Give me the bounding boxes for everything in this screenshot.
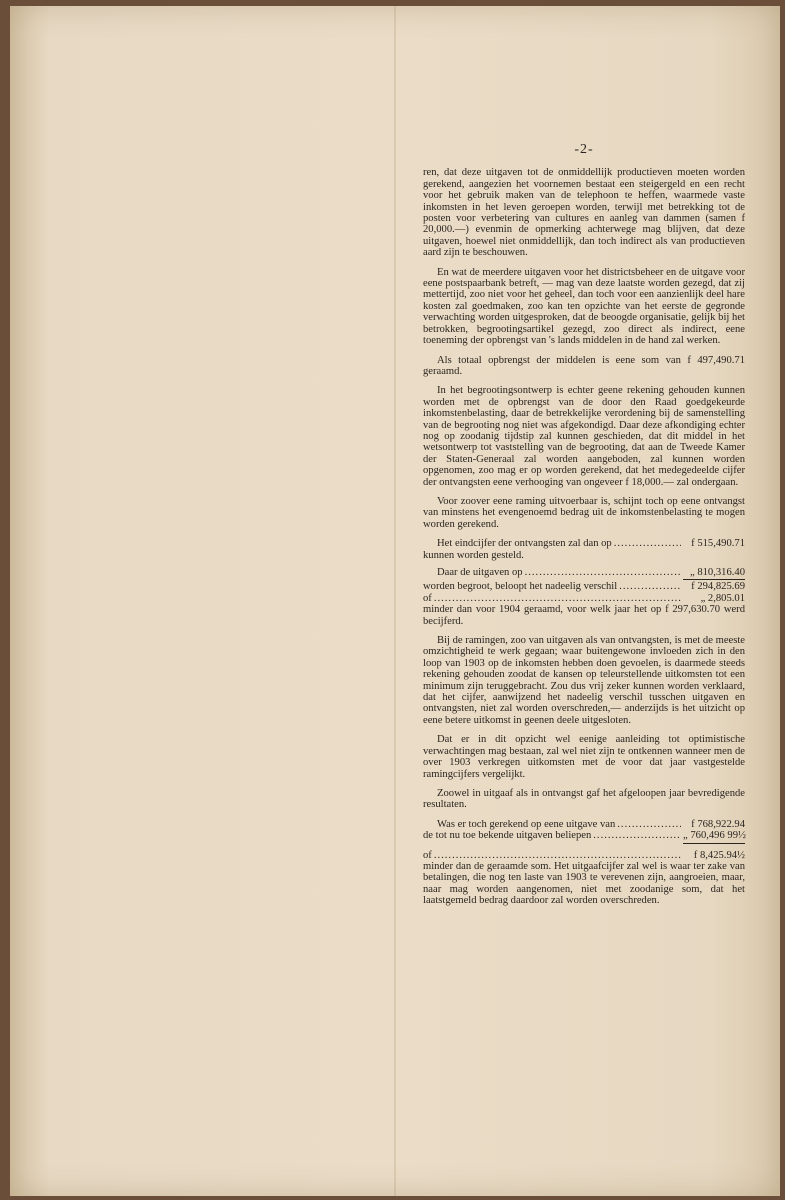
paragraph: Zoowel in uitgaaf als in ontvangst gaf het afgeloopen jaar bevredigende resultaten. [423, 787, 745, 811]
calc-value: f 515,490.71 [691, 538, 745, 550]
calculation-block-1 [423, 538, 745, 627]
calc-label: Was er toch gerekend op eene uitgave van [437, 818, 616, 830]
dot-leader [614, 538, 681, 549]
calc-label: de tot nu toe bekende uitgaven beliepen [423, 830, 592, 842]
text-column [423, 144, 745, 915]
calc-value: „ 2,805.01 [700, 592, 745, 604]
dot-leader [434, 850, 681, 861]
paragraph: In het begrootingsontwerp is echter geene rekening gehouden kunnen worden met de opbrengst van de door den Raad goedgekeurde inkomstenbelasting, daar de betrekkelijke verordening bij de samenstelling van de begrooting nog niet was afgekondigd. Daar deze afkondiging echter nog op zoodanig tijdstip zal kunnen geschieden, dat dit middel in het wetsontwerp tot vaststelling van de begrooting, dat aan de Tweede Kamer der Staten-Generaal zal worden aangeboden, zal kunnen worden opgenomen, zoo mag er op worden gerekend, dat het medegedeelde cijfer der ontvangsten eene verhooging van ongeveer f 18,000.— zal ondergaan. [423, 385, 745, 488]
page-fold [394, 6, 396, 1196]
calc-value: f 8,425.94½ [693, 849, 745, 861]
dot-leader [434, 593, 681, 604]
dot-leader [525, 567, 681, 578]
calc-label: Daar de uitgaven op [437, 567, 523, 578]
calc-value: „ 810,316.40 [689, 567, 745, 578]
calc-row [423, 593, 745, 604]
document-page [10, 6, 780, 1196]
paragraph: Bij de ramingen, zoo van uitgaven als van ontvangsten, is met de meeste omzichtigheid te werk gegaan; waar buitengewone invloeden zich in den loop van 1903 op de inkomsten hebben doen gevoelen, is daarmede steeds rekening gehouden zoodat de kansen op teleurstellende uitkomsten tot een minimum zijn teruggebracht. Zou dus vrij zeker kunnen worden verklaard, dat het cijfer, aanwijzend het nadeelig verschil tusschen uitgaven en ontvangsten, niet zal worden overschreden,— anderzijds is het uitzicht op eene betere uitkomst in geenen deele uitgesloten. [423, 635, 745, 726]
calc-row [423, 830, 745, 841]
paragraph: En wat de meerdere uitgaven voor het districtsbeheer en de uitgave voor eene postspaarbank betreft, — mag van deze laatste worden gezegd, dat zij mettertijd, zoo niet voor het geheel, dan toch voor een aanzienlijk deel hare kosten zal goedmaken, zoo kan ten opzichte van het eerste de gegronde verwachting worden uitgesproken, dat de beoogde organisatie, gelijk bij het betrokken, begrootingsartikel gezegd, zoo direct als indirect, eene toeneming der opbrengst van 's lands middelen in de hand zal werken. [423, 266, 745, 347]
calc-note: minder dan de geraamde som. Het uitgaafcijfer zal wel is waar ter zake van betalingen, die nog ten laste van 1903 te verevenen zijn, aangroeien, maar, naar mag worden aangenomen, niet met zoodanige som, dat het laatstgemeld bedrag daardoor zal worden overschreden. [423, 860, 745, 907]
calc-label: worden begroot, beloopt het nadeelig verschil [423, 581, 618, 593]
calc-value: f 294,825.69 [691, 581, 745, 593]
calc-label: of [423, 592, 432, 604]
paragraph: Dat er in dit opzicht wel eenige aanleiding tot optimistische verwachtingen mag bestaan, zal wel niet zijn te ontkennen wanneer men de over 1903 verkregen uitkomsten met de voor dat jaar vastgestelde ramingcijfers vergelijkt. [423, 734, 745, 780]
calc-continuation: kunnen worden gesteld. [423, 549, 524, 561]
calc-note: minder dan voor 1904 geraamd, voor welk jaar het op f 297,630.70 werd becijferd. [423, 604, 745, 627]
calc-label: Het eindcijfer der ontvangsten zal dan op [437, 538, 612, 550]
dot-leader [619, 581, 681, 592]
calc-row [423, 567, 745, 578]
calc-row [423, 581, 745, 592]
calc-row [423, 538, 745, 549]
calc-label: of [423, 849, 432, 861]
paragraph: Voor zoover eene raming uitvoerbaar is, schijnt toch op eene ontvangst van minstens het evengenoemd bedrag uit de inkomstenbelasting te mogen worden gerekend. [423, 495, 745, 530]
sum-rule [683, 843, 745, 844]
calc-row [423, 850, 745, 861]
calc-value: f 768,922.94 [691, 818, 745, 830]
calculation-block-2 [423, 819, 745, 907]
paragraph: ren, dat deze uitgaven tot de onmiddellijk productieven moeten worden gerekend, aangezien het voornemen bestaat een steigergeld en een recht voor het gebruik maken van de telephoon te heffen, waarmede vaste inkomsten in het leven geroepen worden, terwijl met betrekking tot de posten voor verbetering van cultures en aanleg van dammen (samen f 20,000.—) evenmin de opmerking achterwege mag blijven, dat deze uitgaven, hoewel niet onmiddellijk, dan toch indirect als van productieven aard zijn te beschouwen. [423, 167, 745, 259]
dot-leader [617, 819, 681, 830]
page-number: -2- [574, 142, 594, 157]
sum-rule [683, 579, 745, 580]
dot-leader [593, 830, 681, 841]
paragraph: Als totaal opbrengst der middelen is eene som van f 497,490.71 geraamd. [423, 354, 745, 377]
calc-value: „ 760,496 99½ [683, 830, 746, 842]
calc-row [423, 819, 745, 830]
